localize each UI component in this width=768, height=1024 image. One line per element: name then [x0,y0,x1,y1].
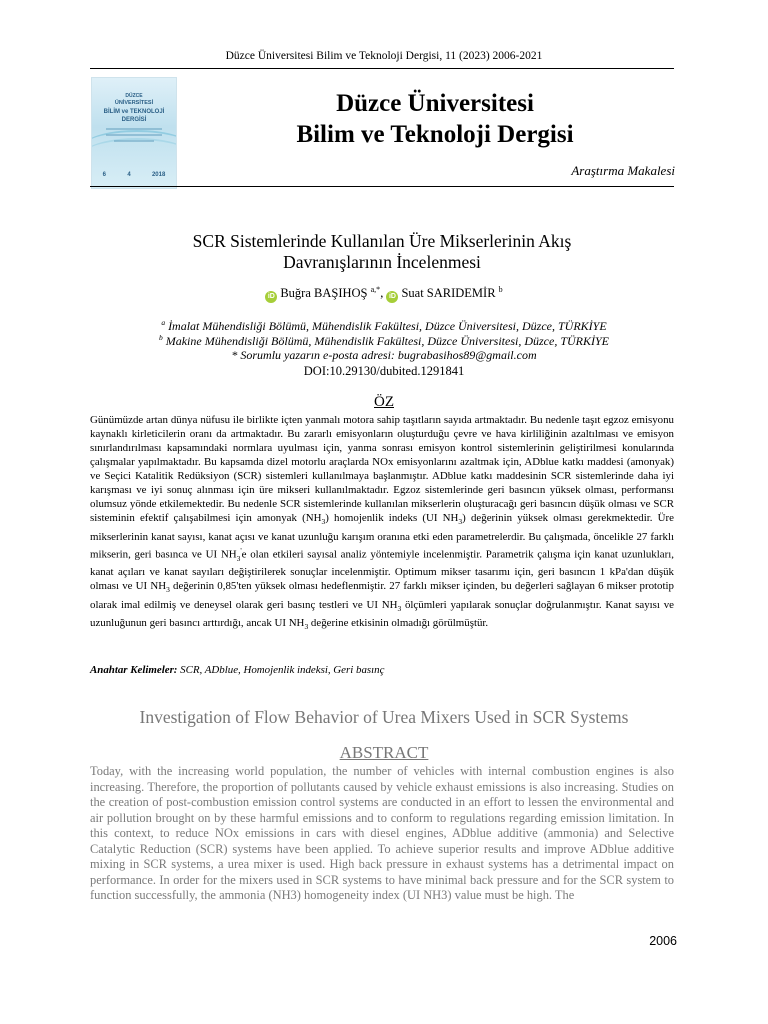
journal-title-line-2: Bilim ve Teknoloji Dergisi [296,121,574,148]
keywords-text: SCR, ADblue, Homojenlik indeksi, Geri basınç [177,664,385,676]
article-title-tr-line-2: Davranışlarının İncelenmesi [283,252,481,272]
affiliation-b [0,333,768,349]
author-affiliation-mark: b [498,285,503,294]
oz-text: değerine etkisinin olmadığı görülmüştür. [308,616,489,629]
article-type: Araştırma Makalesi [571,163,675,178]
oz-subscript: 3 [304,622,309,632]
title-rule [90,186,674,187]
cover-line-3: BİLİM ve TEKNOLOJİ [103,109,165,115]
oz-text: Günümüzde artan dünya nüfusu ile birlikte içten yanmalı motora sahip taşıtların sayıda artmaktadır. Bu nedenle taşıt egzoz emisyonu kaynaklı kirleticilerin oranı da artmaktadır. Bu zararlı emisyonların oluşturduğu çevre ve hava kirliliğinin azaltılması ve emisyon sınırlandırılması kapsamındaki normlara uyulması için, yanma sonrası emisyon kontrol sistemlerinin geliştirilmesi konularında çalışmalar yapılmaktadır. Bu kapsamda dizel motorlu araçlarda NOx emisyonlarını azaltmak için, ADblue katkı maddesi (amonyak) ve Seçici Katalitik Redüksiyon (SCR) sistemleri kullanılmaya başlanmıştır. ADblue katkı maddesinin SCR sistemlerinde daha iyi karışması ve iyi sonuç alınması için üre mikseri kullanılmaktadır. Egzoz sistemlerinde geri basıncın yüksek olması, performansı olumsuz yönde etkilemektedir. Bu nedenle SCR sistemlerinde kullanılan mikserlerin oluşturacağı geri basıncın düşük olması ve SCR sisteminin efektif çalışabilmesi için amonyak (NH [90,414,674,525]
author-name: Buğra BAŞIHOŞ [280,286,368,301]
corresponding-author: * Sorumlu yazarın e-posta adresi: bugrabasihos89@gmail.com [231,348,537,362]
orcid-icon[interactable]: iD [386,291,398,303]
cover-text-line [106,128,162,130]
doi[interactable]: DOI:10.29130/dubited.1291841 [303,364,465,378]
page-number: 2006 [649,934,677,948]
cover-text-line [106,134,162,136]
header-rule [90,68,674,69]
cover-line-1: DÜZCE [125,93,143,99]
oz-text: e olan etkileri sayısal analiz yöntemiyle incelenmiştir. Parametrik çalışma için kanat uzunlukları, kanat açıları ve kanat sayıları değiştirilerek sonuçlar incelenmiştir. Optimum mikser tasarımı için, geri basıncın 1 kPa'dan düşük olması ve UI NH [90,548,674,593]
cover-num: 4 [127,172,131,178]
abstract-en: Today, with the increasing world population, the number of vehicles with internal combustion engines is also increasing. Therefore, the proportion of pollutants caused by vehicle exhaust emissions is also increasing. Studies on the creation of post-combustion emission control systems are conducted in an effort to lessen the environmental and air pollution brought on by these harmful emissions and to conform to regulations regarding emission limitation. In this context, to reduce NOx emissions in cars with diesel engines, ADblue additive (ammonia) and Selective Catalytic Reduction (SCR) systems have been applied. To achieve superior results and improve ADblue additive mixing in SCR systems, a urea mixer is used. High back pressure in exhaust systems has a detrimental impact on performance. In order for the mixers used in SCR systems to have minimal back pressure and for the SCR system to function successfully, the ammonia (NH3) homogeneity index (UI NH3) value must be high. The [90,764,674,902]
affiliation-text: Makine Mühendisliği Bölümü, Mühendislik Fakültesi, Düzce Üniversitesi, Düzce, TÜRKİYE [165,334,609,348]
oz-abstract-tr [90,413,674,634]
cover-line-4: DERGİSİ [121,117,147,123]
affiliation-mark: b [158,333,163,342]
affiliation-mark: a [161,318,166,327]
cover-line-2: ÜNİVERSİTESİ [114,100,154,106]
journal-cover-image [92,78,176,188]
author-list [0,285,768,303]
oz-text: ) homojenlik indeks (UI NH [325,512,459,525]
author-separator: , [380,286,384,301]
cover-wave-decoration [92,138,176,174]
running-head: Düzce Üniversitesi Bilim ve Teknoloji Dergisi, 11 (2023) 2006-2021 [225,50,543,62]
oz-text: ölçümleri yapılarak sonuçlar doğrulanmıştır. Kanat sayısı ve uzunluğunun geri basıncı arttırdığı, ancak UI NH [90,598,674,629]
affiliation-a [0,318,768,334]
journal-title-line-1: Düzce Üniversitesi [336,90,534,117]
oz-subscript: 3 [321,517,326,527]
article-title-tr-line-1: SCR Sistemlerinde Kullanılan Üre Mikserlerinin Akış [192,231,572,251]
cover-num: 6 [102,172,106,178]
oz-superscript: ' [240,545,242,555]
oz-text: değerinin 0,85'ten yüksek olması hedeflenmiştir. 27 farklı mikser içinden, bu değerleri sağlayan 6 mikser prototip olarak imal edilmiş ve deneysel olarak geri basınç testleri ve UI NH [90,580,674,611]
author-affiliation-mark: a,* [370,285,381,294]
cover-num: 2018 [151,172,166,178]
oz-subscript: 3 [458,517,463,527]
orcid-icon[interactable]: iD [265,291,277,303]
author-name: Suat SARIDEMİR [401,286,496,301]
oz-subscript: 3 [166,585,170,595]
keywords-label: Anahtar Kelimeler: [90,664,178,676]
article-title-en: Investigation of Flow Behavior of Urea Mixers Used in SCR Systems [139,707,629,727]
cover-issue-numbers [92,172,176,178]
cover-text-line [114,140,154,142]
abstract-heading: ABSTRACT [339,743,429,762]
oz-heading: ÖZ [374,394,394,410]
keywords [90,664,674,676]
oz-subscript: 3 [397,603,402,613]
oz-text: ) değerinin yüksek olması gerekmektedir. Üre mikserlerinin kanat sayısı, kanat açısı ve kanat uzunluğu karışım oranına etki eden parametrelerdir. Bu çalışmada, öncelikle 27 farklı mikserin, geri basınca ve UI NH [90,512,674,561]
affiliation-text: İmalat Mühendisliği Bölümü, Mühendislik Fakültesi, Düzce Üniversitesi, Düzce, TÜRKİYE [168,319,607,333]
oz-subscript: 3 [236,553,241,563]
